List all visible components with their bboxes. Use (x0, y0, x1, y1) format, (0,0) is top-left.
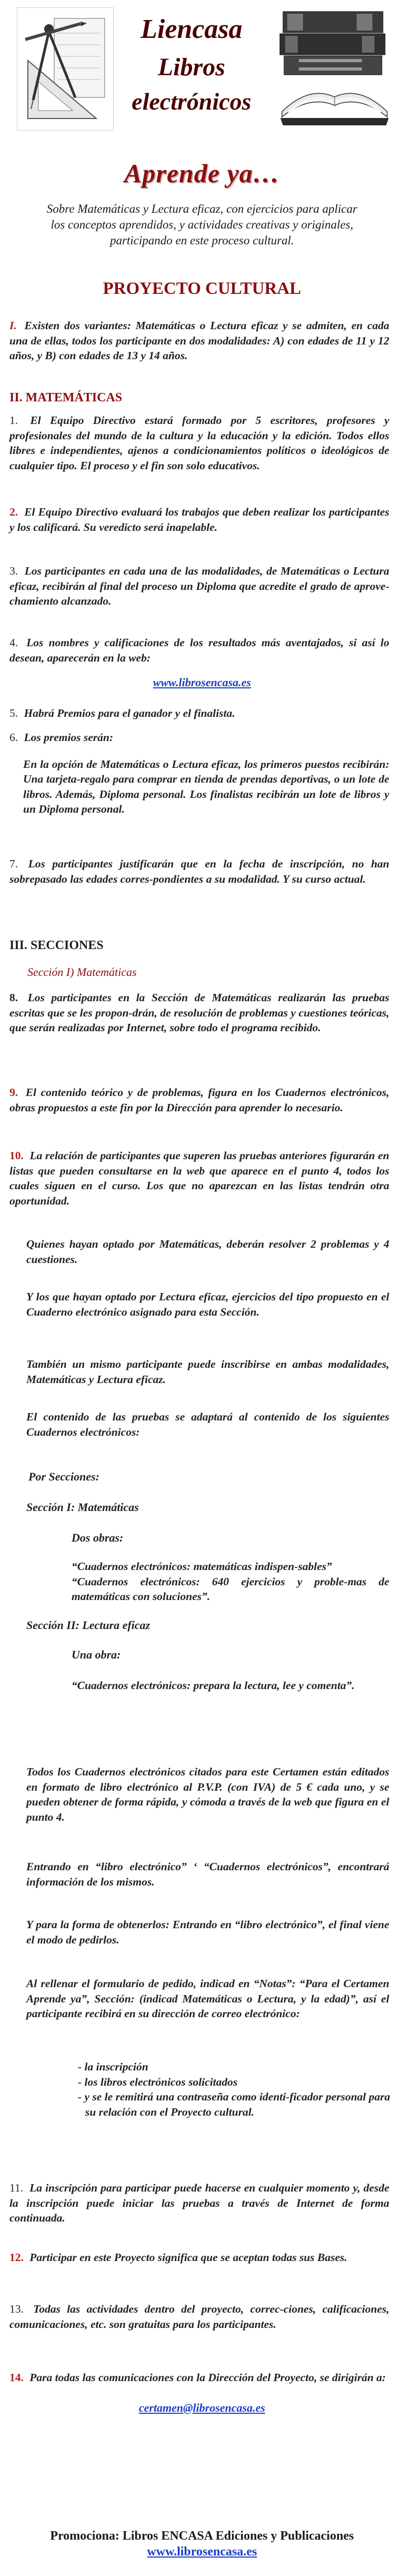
section-one-marker: I. (9, 319, 17, 332)
item-10 (0, 1148, 404, 1208)
section-three-heading: III. SECCIONES (9, 939, 104, 952)
list-item: - la inscripción (78, 2060, 148, 2073)
item-number: 13. (9, 2303, 24, 2315)
item-text: La relación de participantes que superen las pruebas anteriores figurarán en listas que pueden consultarse en la web que aparece en el punto 4, todos los cuales siguen en el curso. Los que no aparezcan en las listas tendrán otra oportunidad. (9, 1149, 389, 1207)
por-secciones-label: Por Secciones: (28, 1470, 100, 1483)
enter-note (0, 1859, 404, 1889)
section-three-heading-wrap (0, 937, 404, 980)
item-number: 9. (9, 1086, 18, 1099)
section-two-heading-wrap (0, 390, 404, 406)
item-9 (0, 1085, 404, 1115)
section-1-label: Sección I: Matemáticas (26, 1501, 139, 1514)
both-paragraph: También un mismo participante puede inscribirse en ambas modalidades, Matemáticas y Lectura eficaz. (26, 1358, 389, 1386)
footer (0, 2528, 404, 2560)
delivery-list (0, 2059, 404, 2119)
item-2-paragraph (9, 505, 389, 535)
intro-line: Sobre Matemáticas y Lectura eficaz, con ejercicios para aplicar (46, 202, 358, 215)
item-7-paragraph (9, 856, 389, 886)
footer-link[interactable]: www.librosencasa.es (147, 2545, 257, 2559)
item-7 (0, 856, 404, 886)
item-8-paragraph (9, 990, 389, 1035)
section-title: PROYECTO CULTURAL (103, 279, 301, 298)
section-2-label: Sección II: Lectura eficaz (26, 1618, 150, 1632)
web-link[interactable]: www.librosencasa.es (153, 676, 251, 689)
email-link-wrap (0, 2401, 404, 2415)
item-number: 1. (9, 414, 18, 427)
item-text: Los participantes en cada una de las modalidades, de Matemáticas o Lectura eficaz, recibirán al final del proceso un Diploma que acredite el grado de aprove-chamiento alcanzado. (9, 565, 389, 607)
both-note (0, 1357, 404, 1387)
section-one (0, 318, 404, 363)
item-text: Habrá Premios para el ganador y el finalista. (24, 707, 235, 719)
item-text: La inscripción para participar puede hacerse en cualquier momento y, desde la inscripción puede iniciar las pruebas a través de Internet de forma continuada. (9, 2182, 389, 2224)
obtain-paragraph: Y para la forma de obtenerlos: Entrando en “libro electrónico”, el final viene el modo de pedirlos. (26, 1918, 389, 1946)
books-icon (278, 6, 391, 129)
intro-line: los conceptos aprendidos, y actividades creativas y originales, (50, 218, 354, 231)
obra-3: “Cuadernos electrónicos: prepara la lectura, lee y comenta”. (72, 1679, 355, 1692)
dos-obras-label: Dos obras: (72, 1531, 124, 1544)
item-number: 7. (9, 857, 18, 870)
price-paragraph: Todos los Cuadernos electrónicos citados para este Certamen están editados en formato de libro electrónico al P.V.P. (con IVA) de 5 € cada uno, y se pueden obtener de forma rápida, y cómoda a través de la web que figura en el punto 4. (26, 1765, 389, 1823)
item-10-paragraph (9, 1148, 389, 1208)
item-4-paragraph (9, 635, 389, 665)
compass-icon (17, 8, 113, 130)
section-one-paragraph (9, 318, 389, 363)
books-image (278, 6, 391, 129)
obra-2: “Cuadernos electrónicos: 640 ejercicios y proble-mas de matemáticas con soluciones”. (72, 1575, 389, 1603)
header (0, 0, 404, 138)
item-number: 2. (9, 506, 18, 518)
section-one-text: Existen dos variantes: Matemáticas o Lectura eficaz y se admiten, en cada una de ellas, todos los participante en dos modalidades: A) con edades de 11 y 12 años, y B) con edades de 13 y 14 años. (9, 319, 390, 362)
item-11 (0, 2180, 404, 2226)
content-paragraph: El contenido de las pruebas se adaptará al contenido de los siguientes Cuadernos electrónicos: (26, 1410, 389, 1438)
item-text: Participar en este Proyecto significa que se aceptan todas sus Bases. (29, 2251, 348, 2264)
math-note (0, 1237, 404, 1267)
item-number: 5. (9, 707, 18, 719)
web-link-wrap (0, 676, 404, 689)
brand-title (113, 9, 270, 118)
item-6-paragraph (9, 730, 389, 745)
intro-line: participando en este proceso cultural. (110, 234, 294, 247)
item-number: 11. (9, 2182, 24, 2194)
item-number: 6. (9, 731, 18, 744)
item-6 (0, 730, 404, 817)
item-5 (0, 706, 404, 721)
headline: Aprende ya… (124, 159, 280, 188)
item-number: 14. (9, 2371, 24, 2384)
item-text: Todas las actividades dentro del proyecto, correc-ciones, calificaciones, comunicaciones, etc. son gratuitas para los participantes. (9, 2303, 390, 2331)
item-1-paragraph (9, 413, 389, 473)
email-link[interactable]: certamen@librosencasa.es (138, 2401, 266, 2414)
item-4 (0, 635, 404, 689)
item-text: El contenido teórico y de problemas, figura en los Cuadernos electrónicos, obras propuestos a este fin por la Dirección para aprender lo necesario. (9, 1086, 389, 1114)
item-number: 4. (9, 636, 18, 649)
prize-detail: En la opción de Matemáticas o Lectura eficaz, los primeros puestos recibirán: Una tarjeta-regalo para comprar en tienda de prendas deportivas, o un lote de libros. Además, Diploma personal. Los finalistas recibirán un lote de libros y un Diploma personal. (23, 757, 389, 815)
brand-line-1: Liencasa (140, 14, 243, 44)
item-text: El Equipo Directivo evaluará los trabajos que deben realizar los participantes y los calificará. Su veredicto será inapelable. (9, 506, 390, 534)
price-note (0, 1764, 404, 1824)
item-3 (0, 564, 404, 609)
item-2 (0, 505, 404, 535)
section-two-heading: II. MATEMÁTICAS (9, 391, 123, 404)
brand-line-3: electrónicos (132, 88, 251, 115)
item-number: 12. (9, 2251, 24, 2264)
math-paragraph: Quienes hayan optado por Matemáticas, deberán resolver 2 problemas y 4 cuestiones. (26, 1238, 389, 1266)
una-obra-label: Una obra: (72, 1647, 121, 1661)
item-number: 3. (9, 565, 18, 577)
list-item: - los libros electrónicos solicitados (78, 2075, 238, 2088)
footer-promo: Promociona: Libros ENCASA Ediciones y Publicaciones (50, 2529, 354, 2543)
item-text: Los participantes en la Sección de Matemáticas realizarán las pruebas escritas que se les propon-drán, de resolución de problemas y cuestiones teóricas, que serán realizadas por Internet, sobre todo el programa recibido. (9, 991, 390, 1034)
enter-paragraph: Entrando en “libro electrónico” ‘ “Cuadernos electrónicos”, encontrará información de los mismos. (26, 1860, 389, 1888)
item-11-paragraph (9, 2180, 389, 2226)
secciones-list (0, 1469, 404, 1693)
item-14 (0, 2370, 404, 2415)
lectura-paragraph: Y los que hayan optado por Lectura eficaz, ejercicios del tipo propuesto en el Cuaderno electrónico asignado para esta Sección. (26, 1290, 389, 1318)
item-1 (0, 413, 404, 473)
obtain-note (0, 1917, 404, 1947)
list-item: - y se le remitirá una contraseña como identi-ficador personal para su relación con el Proyecto cultural. (78, 2090, 390, 2118)
item-13-paragraph (9, 2302, 389, 2332)
lectura-note (0, 1289, 404, 1319)
item-12-paragraph (9, 2250, 389, 2265)
form-note (0, 1976, 404, 2021)
item-number: 10. (9, 1149, 24, 1162)
item-14-paragraph (9, 2370, 389, 2385)
section-three-subheading: Sección I) Matemáticas (27, 965, 137, 979)
item-text: Para todas las comunicaciones con la Dirección del Proyecto, se dirigirán a: (29, 2371, 386, 2384)
item-text: El Equipo Directivo estará formado por 5 escritores, profesores y profesionales del mundo de la cultura y la educación y la edición. Todos ellos libres e independientes, ajenos a condicionamientos políticos o ideológicos de cualquier tipo. El proceso y el fin son solo educativos. (9, 414, 389, 472)
content-note (0, 1409, 404, 1439)
item-13 (0, 2302, 404, 2332)
item-3-paragraph (9, 564, 389, 609)
item-9-paragraph (9, 1085, 389, 1115)
item-number: 8. (9, 991, 18, 1004)
item-text: Los premios serán: (24, 731, 114, 744)
intro-text (13, 201, 391, 249)
item-8 (0, 990, 404, 1035)
item-text: Los nombres y calificaciones de los resultados más aventajados, si así lo desean, aparecerán en la web: (9, 636, 389, 664)
form-paragraph: Al rellenar el formulario de pedido, indicad en “Notas”: “Para el Certamen Aprende ya”, Sección: (indicad Matemáticas o Lectura, y la edad)”, así el participante recibirá en su dirección de correo electrónico: (26, 1977, 389, 2020)
brand-line-2: Libros (157, 53, 225, 81)
compass-logo (17, 7, 114, 131)
item-12 (0, 2250, 404, 2265)
obra-1: “Cuadernos electrónicos: matemáticas indispen-sables” (72, 1560, 332, 1573)
item-5-paragraph (9, 706, 389, 721)
item-text: Los participantes justificarán que en la fecha de inscripción, no han sobrepasado las edades corres-pondientes a su modalidad. Y su curso actual. (9, 857, 389, 885)
